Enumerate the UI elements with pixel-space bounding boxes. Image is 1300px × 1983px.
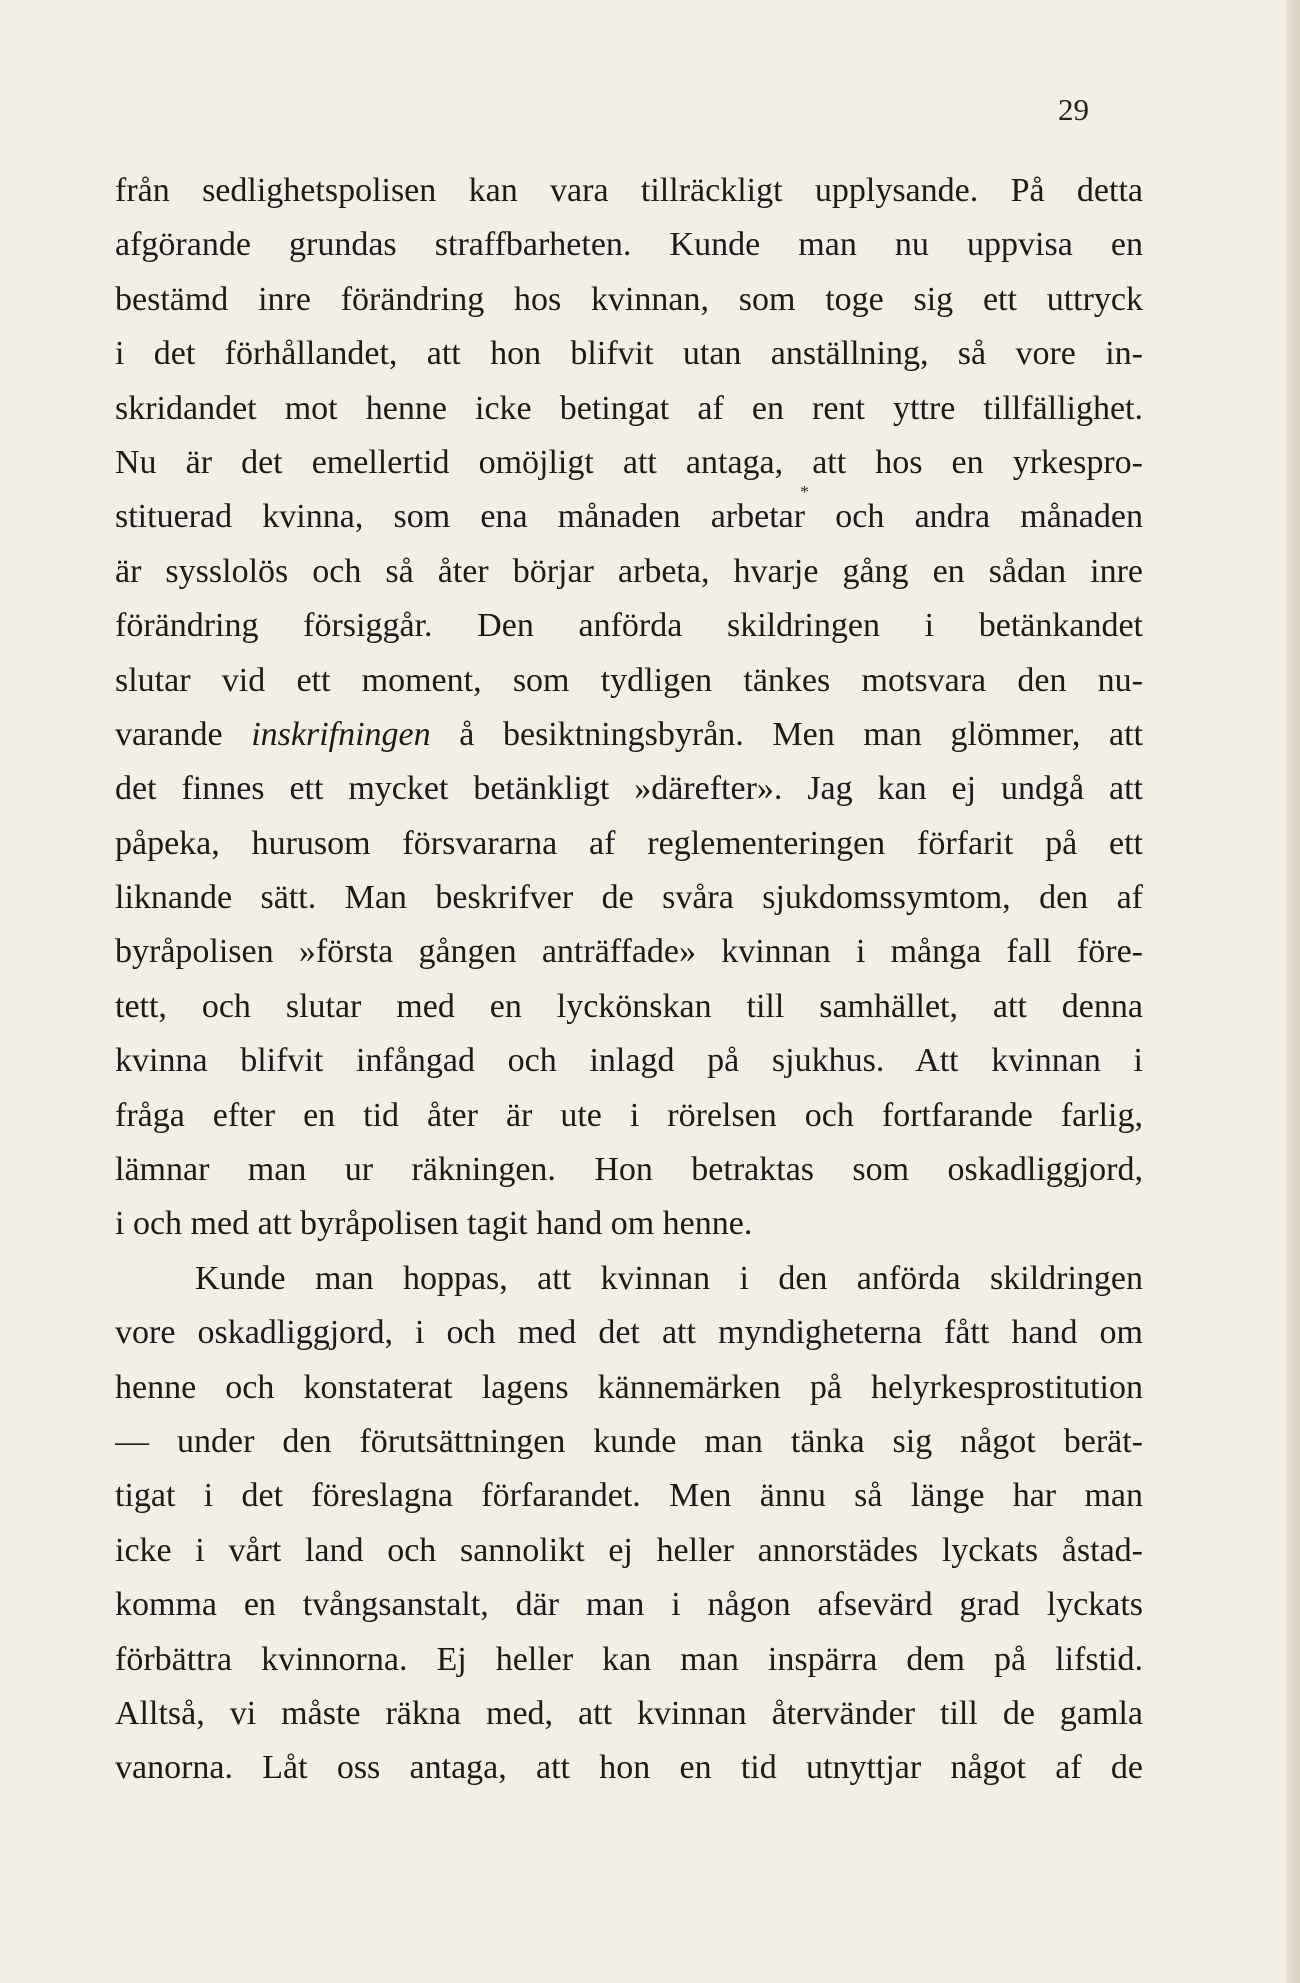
text-line: förändring försiggår. Den anförda skildringen i betänkandet	[115, 607, 1143, 645]
text-line: tett, och slutar med en lyckönskan till samhället, att denna	[115, 987, 1143, 1025]
page-number: 29	[1058, 92, 1089, 127]
text-line: icke i vårt land och sannolikt ej heller annorstädes lyckats åstad-	[115, 1531, 1143, 1569]
text-line: från sedlighetspolisen kan vara tillräckligt upplysande. På detta	[115, 172, 1143, 209]
text-line: tigat i det föreslagna förfarandet. Men ännu så länge har man	[115, 1477, 1143, 1515]
text-line: fråga efter en tid åter är ute i rörelsen och fortfarande farlig,	[115, 1096, 1143, 1134]
text-line: påpeka, hurusom försvararna af reglementeringen förfarit på ett	[115, 824, 1143, 862]
text-line: liknande sätt. Man beskrifver de svåra sjukdomssymtom, den af	[115, 879, 1143, 917]
text-line: bestämd inre förändring hos kvinnan, som toge sig ett uttryck	[115, 280, 1143, 318]
text-line: i det förhållandet, att hon blifvit utan anställning, så vore in-	[115, 335, 1143, 373]
text-line: — under den förutsättningen kunde man tänka sig något berät-	[115, 1422, 1143, 1460]
text-line: lämnar man ur räkningen. Hon betraktas som oskadliggjord,	[115, 1151, 1143, 1189]
text-line: det finnes ett mycket betänkligt »därefter». Jag kan ej undgå att	[115, 770, 1143, 808]
page-edge-shadow	[1286, 0, 1300, 1983]
text-line: skridandet mot henne icke betingat af en rent yttre tillfällighet.	[115, 389, 1143, 427]
text-line: kvinna blifvit infångad och inlagd på sjukhus. Att kvinnan i	[115, 1042, 1143, 1080]
text-line: i och med att byråpolisen tagit hand om henne.	[115, 1205, 753, 1243]
emphasized-word: inskrifningen	[251, 715, 431, 753]
text-line: komma en tvångsanstalt, där man i någon afsevärd grad lyckats	[115, 1586, 1143, 1624]
text-line: stituerad kvinna, som ena månaden arbetar och andra månaden	[115, 498, 1143, 536]
text-line: slutar vid ett moment, som tydligen tänkes motsvara den nu-	[115, 661, 1143, 699]
text-line: förbättra kvinnorna. Ej heller kan man inspärra dem på lifstid.	[115, 1640, 1143, 1678]
body-text	[115, 164, 1143, 1796]
text-line: är sysslolös och så åter börjar arbeta, hvarje gång en sådan inre	[115, 552, 1143, 590]
text-line: Alltså, vi måste räkna med, att kvinnan återvänder till de gamla	[115, 1694, 1143, 1732]
footnote-asterisk: *	[800, 482, 809, 502]
text-line: Kunde man hoppas, att kvinnan i den anförda skildringen	[195, 1259, 1143, 1297]
text-line: varande inskrifningen å besiktningsbyrån. Men man glömmer, att	[115, 715, 1143, 753]
text-line: henne och konstaterat lagens kännemärken på helyrkesprostitution	[115, 1368, 1143, 1406]
text-line: byråpolisen »första gången anträffade» kvinnan i många fall före-	[115, 933, 1143, 971]
text-line: vore oskadliggjord, i och med det att myndigheterna fått hand om	[115, 1314, 1143, 1352]
text-line: Nu är det emellertid omöjligt att antaga, att hos en yrkespro-	[115, 443, 1143, 481]
text-line: afgörande grundas straffbarheten. Kunde man nu uppvisa en	[115, 226, 1143, 264]
text-line: vanorna. Låt oss antaga, att hon en tid utnyttjar något af de	[115, 1749, 1143, 1787]
